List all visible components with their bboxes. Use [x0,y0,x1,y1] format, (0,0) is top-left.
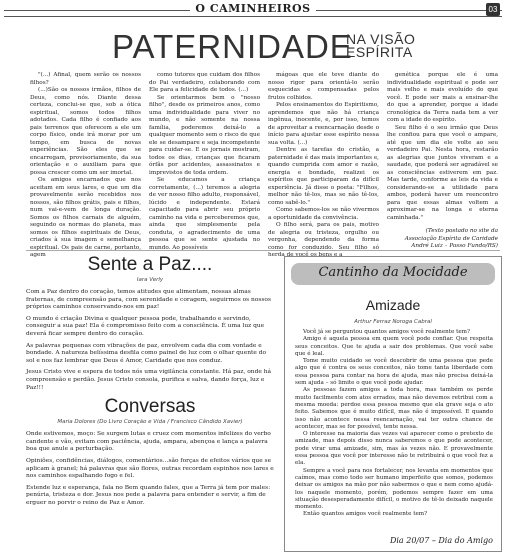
article-subtitle [346,33,415,59]
article-column-3 [268,72,379,258]
paragraph: mágoas que ele teve diante do nosso rigor para orientá-lo serão esquecidas e compensadas pelos frutos colhidos. [268,72,379,101]
page-header [0,0,506,22]
article-column-2 [149,72,260,251]
paragraph: Então quantos amigos você realmente tem? [303,511,428,518]
paragraph: O mundo é criação Divina e qualquer pessoa pode, trabalhando e servindo, conseguir a sua paz! Ela é compromisso feito com a consciência. É uma luz que deverá ficar sempre dentro do coração. [26,315,265,337]
corner-article-title: Amizade [365,297,421,313]
poem-body [26,289,274,392]
paragraph: Estende luz e esperança, fala no Bem quando fales, que a Terra já tem por males: penúria, tristeza e dor. Jesus nos pede a palavra para entender e servir, a fim de erguer no porvir o reino de Paz e Amor. [26,484,271,506]
poems-area [26,252,274,552]
paragraph: Jesus Cristo vive e espera de todos nós uma vigilância constante. Há paz, onde há compreensão e perdão. Jesus Cristo consola, purifica e salva, dando força, luz e Paz!!! [26,369,272,391]
paragraph: Seu filho é o seu irmão que Deus lhe confiou para que você o ampare, até que um dia ele volte ao seu verdadeiro Pai. Nesta hora, restarão as alegrias que juntos viveram e a saudade, que poderá ser agradável se as consciências estiverem em paz. Mas tarde, conforme as leis da vida e considerando-se a utilidade para ambos, poderá haver um reencontro para que essas almas voltem a aproximar-se na longa e eterna caminhada." [387,124,498,221]
paragraph: Opiniões, confidências, diálogos, comentários…são forças de efeitos vários que se aplicam à granel; há palavras que são flores, outras recordam espinhos nos lares e nos caminhos espalhando fogo e fel. [26,457,274,480]
corner-footer: Dia 20/07 – Dia do Amigo [389,536,493,545]
paragraph: (...)São os nossos irmãos, filhos de Deus, como nós. Diante dessa certeza, conclui-se que, sob a ótica espiritual, somos todos filhos adotados. Cada filho é confiado aos pais terrenos que oferecem a ele um corpo físico, onde irá morar por um tempo, em busca de novas experiências. São eles que se encarregam, provisoriamente, da sua orientação e o auxiliam para que possa crescer como um ser imortal. [30,87,141,176]
paragraph: Onde estivemos, moço: Se surgem lutas e cruez com momentos infelizes do verbo candente e vão, evitam com paciência, ajuda, ampara, abençoa e lança a palavra boa que anule a perturbação. [26,431,271,453]
paragraph: "(...) Afinal, quem serão os nossos filhos? [30,72,141,86]
poem-author: Maria Dolores (Do Livro Coração e Vida / Francisco Cândido Xavier) [57,419,243,426]
paragraph: Se educamos a criança corretamente, (...) teremos a alegria de ver nosso filho adulto, responsável, lúcido e independente. Estará capacitado para abrir seu próprio caminho na vida e perceberemos que, ainda que simplesmente pela conduta, o agradecimento de uma pessoa que se sente ajustada no mundo. Ao possíveis [149,177,260,251]
poem-author: Iara Verly [136,277,164,283]
paragraph: Com a Paz dentro do coração, temos atitudes que alimentam, nossas almas fraternas, de compreensão para, com serenidade e coragem, seguirmos os nossos próprios caminhos conservando-nos em paz! [26,289,271,311]
paragraph: Sempre a você para nos fortalecer, nos levanta em momentos que caímos, mas como todo ser humano imperfeito que somos, podemos deixar os amigos na mão por não sabermos o que e nem como ajudá-los naquele momento, porém, podemos sempre fazer em uma situação desesperadamente difícil, o motivo de tê-lo deixado naquele momento. [295,467,493,511]
article-column-4 [387,72,498,248]
article-title: PATERNIDADE [112,28,353,65]
corner-article-author: Arthur Ferraz Noroga Cabral [354,319,432,325]
paragraph: Se orientarmos bem o "nosso filho", desde os primeiros anos, como uma individualidade para viver no mundo, e não somente na nossa família, poderemos deixá-lo a qualquer momento sem o risco de que ele se desampare e seja incompetente para cuidar-se. E os jornais mostram, todos os dias, crianças que ficaram órfãs por acidentes, assassinatos e imprevistos de toda ordem. [149,94,260,176]
paragraph: Pelos ensinamentos do Espiritismo, aprendemos que não há criança ingênua, inocente, e, por isso, temos de aproveitar a reencarnação desde o início para ajustar esse espírito nessa sua volta. (...) [268,102,379,146]
paragraph: genética porque ele é uma individualidade espiritual e pode ser mais velho e mais evoluído do que você. E pode ser mais a ensinar-lhe do que a aprender, porque a idade cronológica da Terra nada tem a ver com a idade do espírito. [387,72,498,123]
credit-line: Associação Espírita de Caridade [404,235,498,242]
youth-corner-box [284,256,502,552]
paragraph: Dentre as tarefas do cristão, a paternidade é das mais importantes e, quando cumprida com amor e razão, energia e bondade, realizei os espíritos que participaram da difícil experiência. Já disse o poeta: "Filhos, melhor não tê-los, mas se não tê-los, como sabê-lo." [268,147,379,206]
article-columns [30,72,498,258]
poem-body [26,431,274,507]
paragraph: As pessoas fazem amigos a toda hora, mas também os perde muito facilmente com atos errados, mas não devemos retribui com a mesma moeda: perdoe essa pessoa mesmo que ela grave seja o ato feito. Sabemos que é muito difícil, mas não é impossível. E quando isso não acontece nessa reencarnação, vai ter outra chance de acontecer, mas se for possível, tente nessa. [295,387,493,430]
article-credit [387,228,498,251]
article-subtitle-line2: ESPÍRITA [346,44,413,60]
youth-corner-banner [291,263,495,285]
paragraph: O filho será, para os pais, motivo de alegria ou tristeza, orgulho ou vergonha, dependendo da forma como for conduzido. Seu filho só herda de você os bens e a [268,222,379,258]
article-subtitle-line1: NA VISÃO [346,31,416,47]
paragraph: Os amigos encarnados que nos aceitam em seus lares, e que um dia provavelmente serão recebidos nos nossos, são filhos grátis, pais e filhos, num vai-e-vem de longa duração. Somos os filhos carnais de alguém, seguindo os normas do planeta, mas somos os filhos espirituais de Deus, criados à sua imagem e semelhança espiritual. Os pais de carne, portanto, agem [30,177,141,258]
article-column-1 [30,72,141,258]
poem-title: Sente a Paz.... [87,254,213,275]
paragraph: As palavras pequenas com vibrações de paz, envolvem cada dia com vontade e bondade. A natureza belíssima desfila como painel de luz com o olhar quente do sol e nos faz lembrar que Deus é Amor, Caridade que nos conduz. [26,342,267,364]
credit-line: (Texto postado no site da [425,228,498,234]
paragraph: como tutores que cuidam dos filhos do Pai verdadeiro, colaborando com Ele para a felicidade de todos. (...) [149,72,260,93]
poem-title: Conversas [104,396,196,418]
credit-line: André Luiz – Passo Fundo/RS) [411,243,498,249]
paragraph: Tome muito cuidado se você descobrir de uma pessoa que pede algo que é contra os seus conceitos, não tome tanta liberdade com essa pessoa para contar na hora de ajuda, mas não precisa deixá-la sem ajuda – só limite o que você pode ajudar. [295,358,493,387]
newspaper-name: O CAMINHEIROS [190,2,316,15]
paragraph: O interesse na maioria das vezes vai aparecer como o pretexto de amizade, mas depois disso nunca saberemos o que pode acontecer, pode virar uma amizade, sim, mas às vezes não. E provavelmente essa pessoa que você por interesse não te retribuirá o que você fez a ela. [295,431,493,467]
corner-article-body [295,329,493,529]
paragraph: Como sabemos-los se não vivermos a oportunidade da convivência. [268,207,379,221]
page-number: 03 [486,3,500,16]
section-divider [26,250,500,251]
paragraph: Amigo é aquela pessoa em quem você pode confiar. Que respeita seus conceitos. Que te ajuda a sair dos problemas. Que você sabe que é leal. [295,336,493,357]
paragraph: Você já se perguntou quantos amigos você realmente tem? [303,329,470,335]
youth-corner-title: Cantinho da Mocidade [318,265,468,280]
